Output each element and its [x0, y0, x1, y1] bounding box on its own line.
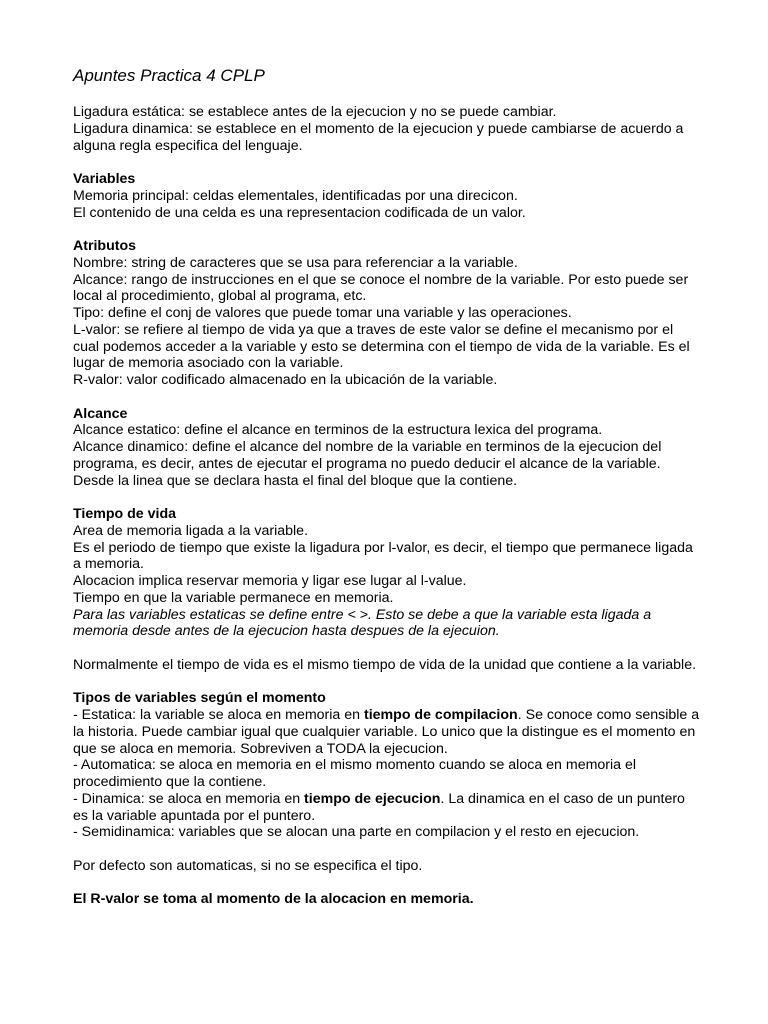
tipo-estatica-post: . Se conoce como sensible a la historia. Puede cambiar igual que cualquier variable. Lo unico que la distingue es el momento en que se aloca en memoria. Sobreviven a TODA la ejecucion.	[73, 707, 700, 757]
atributo-nombre: Nombre: string de caracteres que se usa para referenciar a la variable.	[73, 254, 518, 271]
normalmente-section	[73, 657, 703, 674]
atributo-r-valor: R-valor: valor codificado almacenado en la ubicación de la variable.	[73, 372, 498, 388]
por-defecto-section	[73, 858, 703, 875]
tipo-dinamica-post: . La dinamica en el caso de un puntero es la variable apuntada por el puntero.	[73, 790, 685, 824]
tiempo-de-vida-line: Tiempo en que la variable permanece en memoria.	[73, 589, 394, 606]
atributo-tipo: Tipo: define el conj de valores que puede tomar una variable y las operaciones.	[73, 305, 572, 321]
tiempo-de-vida-line: Alocacion implica reservar memoria y ligar ese lugar al l-value.	[73, 573, 467, 589]
normalmente-line: Normalmente el tiempo de vida es el mismo tiempo de vida de la unidad que contiene a la variable.	[73, 656, 697, 673]
tipo-automatica: - Automatica: se aloca en memoria en el mismo momento cuando se aloca en memoria el procedimiento que la contiene.	[73, 757, 637, 790]
alcance-section	[73, 406, 703, 490]
tipo-dinamica	[73, 791, 703, 825]
tiempo-de-vida-section	[73, 506, 703, 640]
atributos-heading: Atributos	[73, 238, 137, 254]
por-defecto-line: Por defecto son automaticas, si no se especifica el tipo.	[73, 857, 423, 874]
alcance-bloque: Desde la linea que se declara hasta el final del bloque que la contiene.	[73, 472, 518, 489]
r-valor-final-section	[73, 891, 703, 908]
tiempo-de-vida-heading: Tiempo de vida	[73, 506, 177, 522]
tipo-estatica-pre: - Estatica: la variable se aloca en memoria en	[73, 707, 364, 723]
tipo-dinamica-bold: tiempo de ejecucion	[304, 790, 441, 807]
ligadura-dinamica-line: Ligadura dinamica: se establece en el momento de la ejecucion y puede cambiarse de acuerdo a alguna regla especifica del lenguaje.	[73, 120, 684, 154]
variables-section	[73, 171, 703, 221]
tipos-heading: Tipos de variables según el momento	[73, 690, 326, 707]
tipo-estatica	[73, 707, 703, 757]
intro-section	[73, 104, 703, 154]
tipo-estatica-bold: tiempo de compilacion	[363, 707, 518, 723]
document-title: Apuntes Practica 4 CPLP	[73, 66, 265, 85]
r-valor-final-line: El R-valor se toma al momento de la alocacion en memoria.	[73, 891, 474, 908]
tipos-section	[73, 690, 703, 841]
tipo-dinamica-pre: - Dinamica: se aloca en memoria en	[73, 790, 305, 807]
atributos-section	[73, 238, 703, 389]
ligadura-estatica-line: Ligadura estática: se establece antes de la ejecucion y no se puede cambiar.	[73, 104, 557, 120]
alcance-heading: Alcance	[73, 405, 128, 422]
tiempo-de-vida-line: Es el periodo de tiempo que existe la ligadura por l-valor, es decir, el tiempo que permanece ligada a memoria.	[73, 539, 693, 573]
tiempo-de-vida-note: Para las variables estaticas se define entre < >. Esto se debe a que la variable esta ligada a memoria desde antes de la ejecucion hasta despues de la ejecuion.	[73, 606, 652, 640]
atributo-alcance: Alcance: rango de instrucciones en el que se conoce el nombre de la variable. Por esto puede ser local al procedimiento, global al programa, etc.	[73, 271, 689, 305]
variables-line: Memoria principal: celdas elementales, identificadas por una direcicon.	[73, 187, 518, 204]
atributo-l-valor: L-valor: se refiere al tiempo de vida ya que a traves de este valor se define el mecanismo por el cual podemos acceder a la variable y esto se determina con el tiempo de vida de la variable. Es el lugar de memoria asociado con la variable.	[73, 321, 690, 372]
alcance-dinamico: Alcance dinamico: define el alcance del nombre de la variable en terminos de la ejecucion del programa, es decir, antes de ejecutar el programa no puedo deducir el alcance de la variable.	[73, 439, 662, 472]
variables-heading: Variables	[73, 171, 136, 187]
alcance-estatico: Alcance estatico: define el alcance en terminos de la estructura lexica del programa.	[73, 422, 603, 439]
document-page	[73, 66, 703, 925]
variables-line: El contenido de una celda es una representacion codificada de un valor.	[73, 204, 526, 221]
tipo-semidinamica: - Semidinamica: variables que se alocan una parte en compilacion y el resto en ejecucion.	[73, 824, 640, 841]
tiempo-de-vida-line: Area de memoria ligada a la variable.	[73, 522, 309, 539]
